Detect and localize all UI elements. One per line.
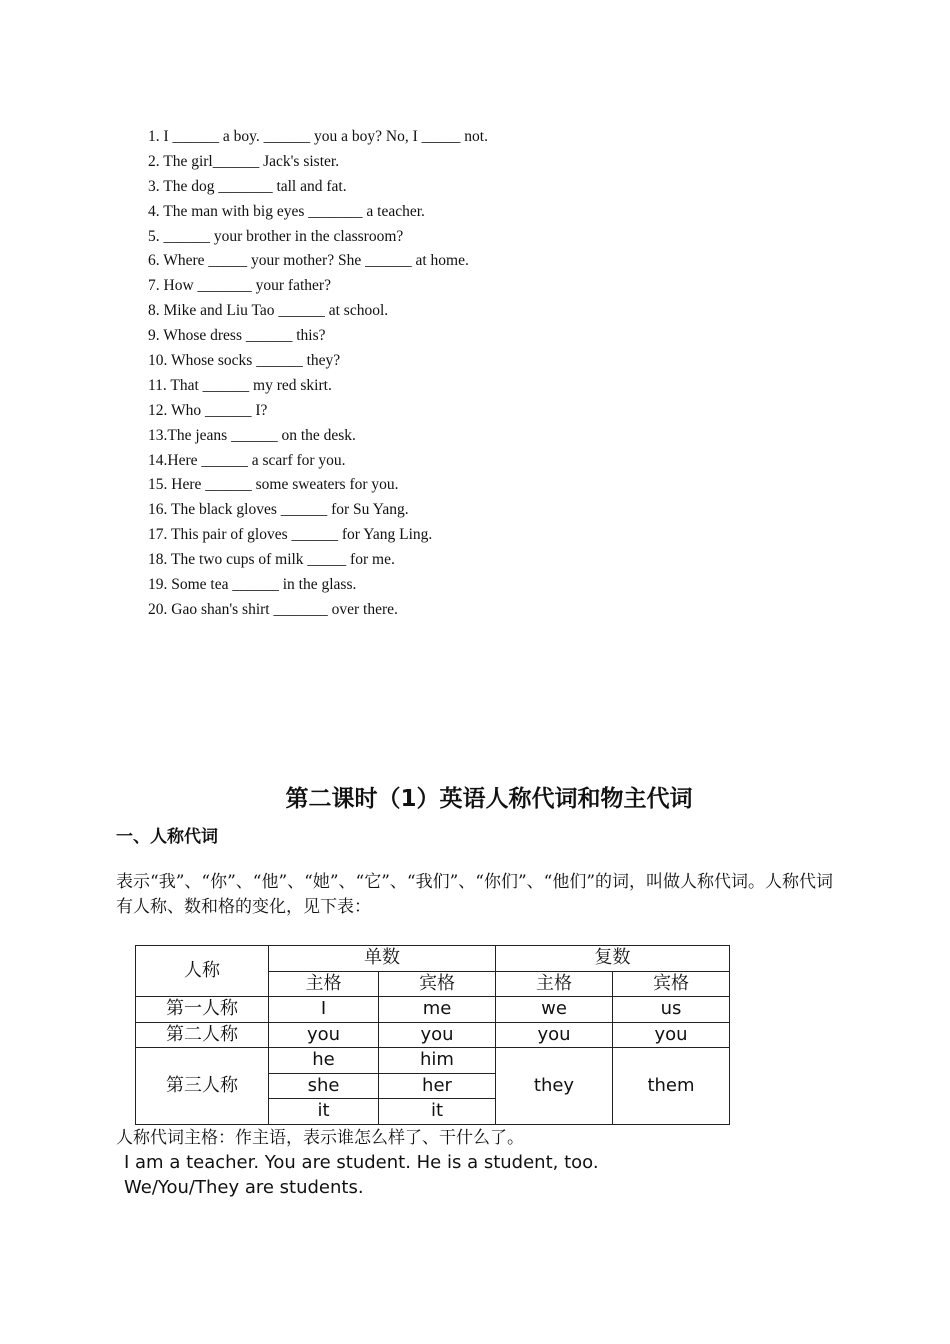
example-sentence: We/You/They are students. (124, 1177, 364, 1198)
exercise-item: 11. That ______ my red skirt. (148, 376, 332, 394)
table-cell: us (613, 997, 730, 1023)
table-row (136, 997, 730, 1023)
table-cell: them (613, 1048, 730, 1125)
intro-paragraph: 表示“我”、“你”、“他”、“她”、“它”、“我们”、“你们”、“他们”的词，叫做人称代词。人称代词有人称、数和格的变化，见下表： (116, 872, 834, 917)
row-label: 第一人称 (136, 997, 269, 1023)
exercise-item: 20. Gao shan's shirt _______ over there. (148, 600, 398, 618)
table-row (136, 946, 730, 972)
table-cell: her (379, 1073, 496, 1099)
pronoun-table (135, 945, 730, 1125)
singular-header: 单数 (269, 946, 496, 972)
exercise-item: 18. The two cups of milk _____ for me. (148, 551, 395, 569)
exercise-item: 17. This pair of gloves ______ for Yang Ling. (148, 526, 433, 544)
exercise-item: 6. Where _____ your mother? She ______ at home. (148, 252, 469, 270)
table-cell: he (269, 1048, 379, 1074)
exercise-item: 16. The black gloves ______ for Su Yang. (148, 501, 409, 519)
section-title: 第二课时（1）英语人称代词和物主代词 (285, 786, 693, 812)
table-cell: it (269, 1099, 379, 1125)
exercise-item: 15. Here ______ some sweaters for you. (148, 476, 399, 494)
exercise-item: 4. The man with big eyes _______ a teacher. (148, 202, 425, 220)
table-cell: him (379, 1048, 496, 1074)
exercise-item: 7. How _______ your father? (148, 277, 331, 295)
table-cell: we (496, 997, 613, 1023)
row-label: 第三人称 (136, 1048, 269, 1125)
table-row (136, 1022, 730, 1048)
exercise-item: 8. Mike and Liu Tao ______ at school. (148, 302, 389, 320)
table-cell: they (496, 1048, 613, 1125)
table-cell: I (269, 997, 379, 1023)
exercise-list (148, 126, 488, 624)
table-cell: it (379, 1099, 496, 1125)
subject-case-header: 主格 (269, 971, 379, 997)
exercise-item: 2. The girl______ Jack's sister. (148, 152, 340, 170)
section-subtitle: 一、人称代词 (116, 827, 218, 847)
exercise-item: 19. Some tea ______ in the glass. (148, 576, 357, 594)
object-case-header: 宾格 (379, 971, 496, 997)
exercise-item: 12. Who ______ I? (148, 401, 268, 419)
table-cell: you (379, 1022, 496, 1048)
table-cell: you (269, 1022, 379, 1048)
exercise-item: 5. ______ your brother in the classroom? (148, 227, 404, 245)
table-cell: she (269, 1073, 379, 1099)
table-row (136, 1048, 730, 1074)
subject-case-header: 主格 (496, 971, 613, 997)
exercise-item: 3. The dog _______ tall and fat. (148, 177, 347, 195)
subject-case-note: 人称代词主格：作主语，表示谁怎么样了、干什么了。 (116, 1128, 524, 1148)
exercise-item: 14.Here ______ a scarf for you. (148, 451, 346, 469)
table-cell: me (379, 997, 496, 1023)
row-label: 第二人称 (136, 1022, 269, 1048)
table-cell: you (613, 1022, 730, 1048)
exercise-item: 13.The jeans ______ on the desk. (148, 426, 356, 444)
object-case-header: 宾格 (613, 971, 730, 997)
exercise-item: 9. Whose dress ______ this? (148, 327, 326, 345)
plural-header: 复数 (496, 946, 730, 972)
exercise-item: 10. Whose socks ______ they? (148, 352, 341, 370)
exercise-item: 1. I ______ a boy. ______ you a boy? No, I _____ not. (148, 128, 488, 145)
table-cell: you (496, 1022, 613, 1048)
person-header: 人称 (136, 946, 269, 997)
example-sentence: I am a teacher. You are student. He is a student, too. (124, 1152, 599, 1173)
